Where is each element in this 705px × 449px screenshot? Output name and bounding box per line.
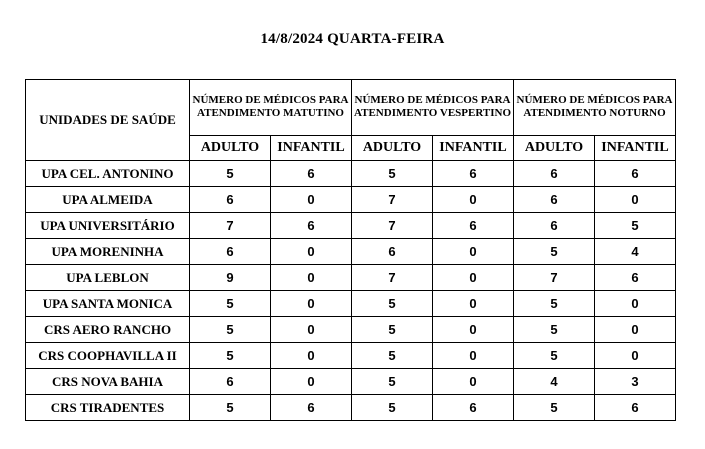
value-cell: 0: [433, 239, 514, 265]
value-cell: 5: [190, 291, 271, 317]
value-cell: 5: [352, 291, 433, 317]
value-cell: 5: [190, 395, 271, 421]
subheader-child: INFANTIL: [595, 135, 676, 160]
table-row: [26, 395, 676, 421]
value-cell: 0: [433, 291, 514, 317]
unit-name-cell: CRS AERO RANCHO: [26, 317, 190, 343]
subheader-child: INFANTIL: [433, 135, 514, 160]
unit-name-cell: UPA UNIVERSITÁRIO: [26, 213, 190, 239]
value-cell: 5: [514, 239, 595, 265]
value-cell: 5: [595, 213, 676, 239]
group-header-row: [26, 80, 676, 136]
unit-name-cell: UPA ALMEIDA: [26, 187, 190, 213]
value-cell: 0: [595, 343, 676, 369]
value-cell: 6: [433, 213, 514, 239]
unit-name-cell: CRS TIRADENTES: [26, 395, 190, 421]
value-cell: 0: [595, 291, 676, 317]
value-cell: 0: [271, 265, 352, 291]
value-cell: 6: [595, 265, 676, 291]
value-cell: 6: [271, 161, 352, 187]
table-row: [26, 161, 676, 187]
value-cell: 0: [271, 317, 352, 343]
value-cell: 0: [433, 343, 514, 369]
value-cell: 0: [271, 291, 352, 317]
value-cell: 5: [514, 395, 595, 421]
unit-name-cell: UPA LEBLON: [26, 265, 190, 291]
subheader-adult: ADULTO: [352, 135, 433, 160]
table-row: [26, 265, 676, 291]
value-cell: 6: [514, 213, 595, 239]
value-cell: 7: [352, 187, 433, 213]
value-cell: 7: [514, 265, 595, 291]
subheader-child: INFANTIL: [271, 135, 352, 160]
table-row: [26, 213, 676, 239]
value-cell: 5: [352, 369, 433, 395]
value-cell: 6: [514, 161, 595, 187]
value-cell: 6: [190, 239, 271, 265]
value-cell: 5: [514, 317, 595, 343]
value-cell: 6: [595, 395, 676, 421]
value-cell: 6: [595, 161, 676, 187]
value-cell: 0: [433, 317, 514, 343]
value-cell: 5: [514, 291, 595, 317]
value-cell: 0: [433, 187, 514, 213]
group-header-morning: NÚMERO DE MÉDICOS PARA ATENDIMENTO MATUTINO: [190, 80, 352, 136]
value-cell: 5: [352, 317, 433, 343]
value-cell: 5: [190, 343, 271, 369]
value-cell: 6: [271, 213, 352, 239]
table-row: [26, 369, 676, 395]
value-cell: 0: [271, 369, 352, 395]
value-cell: 0: [595, 187, 676, 213]
table-row: [26, 317, 676, 343]
value-cell: 5: [190, 317, 271, 343]
value-cell: 6: [190, 187, 271, 213]
subheader-adult: ADULTO: [514, 135, 595, 160]
subheader-adult: ADULTO: [190, 135, 271, 160]
unit-name-cell: CRS NOVA BAHIA: [26, 369, 190, 395]
group-header-afternoon: NÚMERO DE MÉDICOS PARA ATENDIMENTO VESPERTINO: [352, 80, 514, 136]
value-cell: 5: [352, 161, 433, 187]
value-cell: 7: [190, 213, 271, 239]
value-cell: 0: [433, 265, 514, 291]
table-row: [26, 343, 676, 369]
value-cell: 5: [190, 161, 271, 187]
value-cell: 6: [352, 239, 433, 265]
unit-name-cell: UPA CEL. ANTONINO: [26, 161, 190, 187]
unit-name-cell: CRS COOPHAVILLA II: [26, 343, 190, 369]
value-cell: 0: [271, 343, 352, 369]
value-cell: 4: [514, 369, 595, 395]
unit-column-header: UNIDADES DE SAÚDE: [26, 80, 190, 161]
group-header-night: NÚMERO DE MÉDICOS PARA ATENDIMENTO NOTURNO: [514, 80, 676, 136]
value-cell: 7: [352, 213, 433, 239]
value-cell: 5: [352, 395, 433, 421]
page-title: 14/8/2024 QUARTA-FEIRA: [260, 31, 445, 47]
value-cell: 6: [514, 187, 595, 213]
doctor-schedule-table: [25, 79, 676, 421]
value-cell: 0: [433, 369, 514, 395]
value-cell: 5: [352, 343, 433, 369]
value-cell: 6: [271, 395, 352, 421]
table-row: [26, 291, 676, 317]
value-cell: 0: [271, 187, 352, 213]
value-cell: 5: [514, 343, 595, 369]
value-cell: 7: [352, 265, 433, 291]
table-row: [26, 239, 676, 265]
value-cell: 3: [595, 369, 676, 395]
value-cell: 6: [433, 161, 514, 187]
value-cell: 9: [190, 265, 271, 291]
value-cell: 0: [595, 317, 676, 343]
value-cell: 6: [433, 395, 514, 421]
value-cell: 0: [271, 239, 352, 265]
unit-name-cell: UPA MORENINHA: [26, 239, 190, 265]
unit-name-cell: UPA SANTA MONICA: [26, 291, 190, 317]
table-row: [26, 187, 676, 213]
value-cell: 4: [595, 239, 676, 265]
value-cell: 6: [190, 369, 271, 395]
